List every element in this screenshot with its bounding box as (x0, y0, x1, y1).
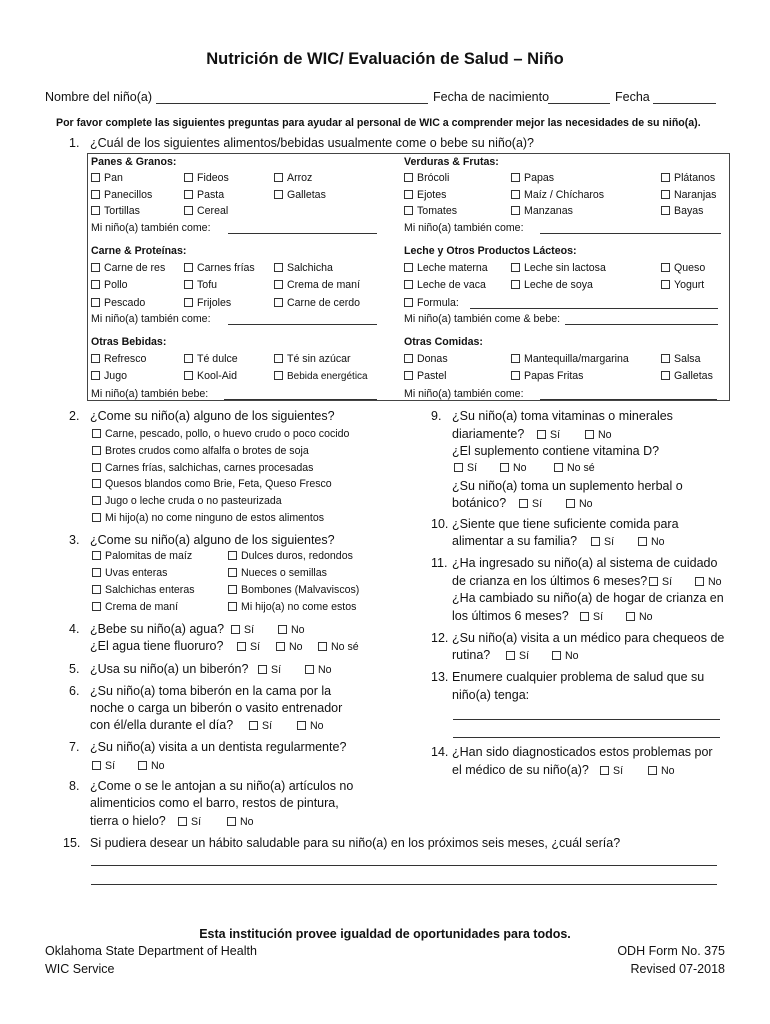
q15-answer-line-1[interactable] (91, 865, 717, 866)
q7-text: ¿Su niño(a) visita a un dentista regularmente? (90, 740, 347, 754)
q14-line2: el médico de su niño(a)? (452, 763, 589, 777)
breads-also-field[interactable] (228, 233, 377, 234)
service-name: WIC Service (45, 962, 115, 976)
q11-line1: ¿Ha ingresado su niño(a) al sistema de cuidado (452, 556, 718, 570)
breads-cereal[interactable]: Cereal (184, 205, 228, 217)
drinks-te-sin-azucar[interactable]: Té sin azúcar (274, 353, 351, 365)
dairy-vaca[interactable]: Leche de vaca (404, 279, 486, 291)
dairy-yogurt[interactable]: Yogurt (661, 279, 704, 291)
drinks-jugo[interactable]: Jugo (91, 370, 127, 382)
q2-opt-1[interactable]: Carne, pescado, pollo, o huevo crudo o poco cocido (92, 428, 349, 440)
veg-bayas[interactable]: Bayas (661, 205, 703, 217)
q15-text: Si pudiera desear un hábito saludable para su niño(a) en los próximos seis meses, ¿cuál sería? (90, 836, 621, 850)
q13-answer-line-1[interactable] (453, 719, 720, 720)
other-mantequilla[interactable]: Mantequilla/margarina (511, 353, 629, 365)
q5-text: ¿Usa su niño(a) un biberón? (90, 662, 249, 676)
q4-fluor-yes[interactable]: Sí (237, 641, 260, 653)
q2-opt-3[interactable]: Carnes frías, salchichas, carnes procesadas (92, 462, 313, 474)
q9-herbal-no[interactable]: No (566, 498, 593, 510)
breads-fideos[interactable]: Fideos (184, 172, 229, 184)
equal-opportunity-statement: Esta institución provee igualdad de oportunidades para todos. (199, 927, 571, 941)
q8-line2: alimenticios como el barro, restos de pintura, (90, 796, 339, 810)
q15-number: 15. (63, 836, 81, 850)
q11-change-no[interactable]: No (626, 611, 653, 623)
q11-foster-no[interactable]: No (695, 576, 722, 588)
breads-galletas[interactable]: Galletas (274, 189, 326, 201)
q2-opt-4[interactable]: Quesos blandos como Brie, Feta, Queso Fresco (92, 478, 332, 490)
q7-number: 7. (69, 740, 80, 754)
q5-number: 5. (69, 662, 80, 676)
meat-tofu[interactable]: Tofu (184, 279, 217, 291)
veg-naranjas[interactable]: Naranjas (661, 189, 716, 201)
q6-line2: noche o carga un biberón o vasito entrenador (90, 701, 343, 715)
q4-line2: ¿El agua tiene fluoruro? (90, 639, 224, 653)
dairy-formula-field[interactable] (470, 308, 718, 309)
q2-opt-2[interactable]: Brotes crudos como alfalfa o brotes de soja (92, 445, 309, 457)
q3-palomitas[interactable]: Palomitas de maíz (92, 550, 192, 562)
q14-yes[interactable]: Sí (600, 765, 623, 777)
q8-number: 8. (69, 779, 80, 793)
form-number: ODH Form No. 375 (617, 944, 725, 958)
q11-line4: los últimos 6 meses? (452, 609, 569, 623)
q10-no[interactable]: No (638, 536, 665, 548)
veg-brocoli[interactable]: Brócoli (404, 172, 449, 184)
q12-no[interactable]: No (552, 650, 579, 662)
q12-number: 12. (431, 631, 449, 645)
veg-platanos[interactable]: Plátanos (661, 172, 715, 184)
q2-opt-6[interactable]: Mi hijo(a) no come ninguno de estos alimentos (92, 512, 324, 524)
q12-yes[interactable]: Sí (506, 650, 529, 662)
q9-vitd-yes[interactable]: Sí (454, 462, 477, 474)
veg-papas[interactable]: Papas (511, 172, 554, 184)
q4-fluor-dont-know[interactable]: No sé (318, 641, 359, 653)
q8-no[interactable]: No (227, 816, 254, 828)
meat-frijoles[interactable]: Frijoles (184, 297, 231, 309)
q2-opt-5[interactable]: Jugo o leche cruda o no pasteurizada (92, 495, 282, 507)
q14-number: 14. (431, 745, 449, 759)
instructions: Por favor complete las siguientes preguntas para ayudar al personal de WIC a comprender mejor las necesidades de su niño(a). (56, 117, 701, 129)
q2-text: ¿Come su niño(a) alguno de los siguientes? (90, 409, 335, 423)
q8-yes[interactable]: Sí (178, 816, 201, 828)
q4-line1: ¿Bebe su niño(a) agua? (90, 622, 225, 636)
breads-pasta[interactable]: Pasta (184, 189, 224, 201)
q9-number: 9. (431, 409, 442, 423)
other-also-field[interactable] (540, 399, 717, 400)
q1-text: ¿Cuál de los siguientes alimentos/bebidas usualmente come o bebe su niño(a)? (90, 136, 535, 150)
meat-also-field[interactable] (228, 324, 377, 325)
q9-line5: botánico? (452, 496, 507, 510)
q11-foster-yes[interactable]: Sí (649, 576, 672, 588)
meat-also-label: Mi niño(a) también come: (91, 313, 211, 325)
veg-tomates[interactable]: Tomates (404, 205, 457, 217)
meat-res[interactable]: Carne de res (91, 262, 165, 274)
other-papas-fritas[interactable]: Papas Fritas (511, 370, 583, 382)
meat-heading: Carne & Proteínas: (91, 245, 187, 257)
child-name-label: Nombre del niño(a) (45, 90, 152, 104)
q3-crema-mani[interactable]: Crema de maní (92, 601, 178, 613)
q6-line3: con él/ella durante el día? (90, 718, 234, 732)
dairy-soya[interactable]: Leche de soya (511, 279, 593, 291)
q9-line4: ¿Su niño(a) toma un suplemento herbal o (452, 479, 683, 493)
q13-line1: Enumere cualquier problema de salud que su (452, 670, 705, 684)
veg-ejotes[interactable]: Ejotes (404, 189, 446, 201)
dairy-materna[interactable]: Leche materna (404, 262, 488, 274)
other-donas[interactable]: Donas (404, 353, 448, 365)
dob-field[interactable] (548, 103, 610, 104)
veg-also-label: Mi niño(a) también come: (404, 222, 524, 234)
drinks-kool-aid[interactable]: Kool-Aid (184, 370, 237, 382)
breads-tortillas[interactable]: Tortillas (91, 205, 140, 217)
q6-number: 6. (69, 684, 80, 698)
child-name-field[interactable] (156, 103, 428, 104)
dairy-queso[interactable]: Queso (661, 262, 705, 274)
q11-line3: ¿Ha cambiado su niño(a) de hogar de crianza en (452, 591, 724, 605)
breads-heading: Panes & Granos: (91, 156, 177, 168)
meat-salchicha[interactable]: Salchicha (274, 262, 333, 274)
q3-nueces[interactable]: Nueces o semillas (228, 567, 327, 579)
q6-line1: ¿Su niño(a) toma biberón en la cama por la (90, 684, 332, 698)
breads-arroz[interactable]: Arroz (274, 172, 312, 184)
q14-line1: ¿Han sido diagnosticados estos problemas por (452, 745, 713, 759)
q9-line1: ¿Su niño(a) toma vitaminas o minerales (452, 409, 673, 423)
dairy-heading: Leche y Otros Productos Lácteos: (404, 245, 577, 257)
dairy-sin-lactosa[interactable]: Leche sin lactosa (511, 262, 606, 274)
veg-maiz[interactable]: Maíz / Chícharos (511, 189, 604, 201)
other-galletas[interactable]: Galletas (661, 370, 713, 382)
q8-line3: tierra o hielo? (90, 814, 166, 828)
page-title: Nutrición de WIC/ Evaluación de Salud – Niño (206, 50, 564, 68)
q3-text: ¿Come su niño(a) alguno de los siguientes? (90, 533, 335, 547)
q13-answer-line-2[interactable] (453, 737, 720, 738)
dairy-also-label: Mi niño(a) también come & bebe: (404, 313, 561, 325)
q10-line2: alimentar a su familia? (452, 534, 578, 548)
q3-number: 3. (69, 533, 80, 547)
q5-no[interactable]: No (305, 664, 332, 676)
q10-number: 10. (431, 517, 449, 531)
q3-none[interactable]: Mi hijo(a) no come estos (228, 601, 356, 613)
q9-herbal-yes[interactable]: Sí (519, 498, 542, 510)
q3-salchichas[interactable]: Salchichas enteras (92, 584, 195, 596)
veg-heading: Verduras & Frutas: (404, 156, 499, 168)
q9-vit-yes[interactable]: Sí (537, 429, 560, 441)
other-pastel[interactable]: Pastel (404, 370, 446, 382)
q9-line2: diariamente? (452, 427, 525, 441)
drinks-energetica[interactable]: Bebida energética (274, 371, 368, 382)
drinks-refresco[interactable]: Refresco (91, 353, 146, 365)
drinks-heading: Otras Bebidas: (91, 336, 167, 348)
q4-water-yes[interactable]: Sí (231, 624, 254, 636)
q10-line1: ¿Siente que tiene suficiente comida para (452, 517, 679, 531)
meat-frias[interactable]: Carnes frías (184, 262, 255, 274)
q12-line1: ¿Su niño(a) visita a un médico para chequeos de (452, 631, 725, 645)
q15-answer-line-2[interactable] (91, 884, 717, 885)
meat-mani[interactable]: Crema de maní (274, 279, 360, 291)
revised-date: Revised 07-2018 (630, 962, 725, 976)
q13-line2: niño(a) tenga: (452, 688, 530, 702)
q11-number: 11. (431, 556, 448, 570)
drinks-also-label: Mi niño(a) también bebe: (91, 388, 209, 400)
veg-manzanas[interactable]: Manzanas (511, 205, 573, 217)
veg-also-field[interactable] (540, 233, 721, 234)
breads-panecillos[interactable]: Panecillos (91, 189, 152, 201)
q7-yes[interactable]: Sí (92, 760, 115, 772)
q6-yes[interactable]: Sí (249, 720, 272, 732)
q12-line2: rutina? (452, 648, 491, 662)
meat-cerdo[interactable]: Carne de cerdo (274, 297, 360, 309)
q8-line1: ¿Come o se le antojan a su niño(a) artículos no (90, 779, 354, 793)
q3-dulces[interactable]: Dulces duros, redondos (228, 550, 353, 562)
meat-pescado[interactable]: Pescado (91, 297, 145, 309)
q6-no[interactable]: No (297, 720, 324, 732)
department-name: Oklahoma State Department of Health (45, 944, 257, 958)
q11-line2: de crianza en los últimos 6 meses? (452, 574, 648, 588)
dob-label: Fecha de nacimiento (433, 90, 550, 104)
breads-also-label: Mi niño(a) también come: (91, 222, 211, 234)
q11-change-yes[interactable]: Sí (580, 611, 603, 623)
dairy-also-field[interactable] (565, 324, 718, 325)
q4-number: 4. (69, 622, 80, 636)
q10-yes[interactable]: Sí (591, 536, 614, 548)
other-heading: Otras Comidas: (404, 336, 483, 348)
meat-pollo[interactable]: Pollo (91, 279, 128, 291)
drinks-also-field[interactable] (224, 399, 377, 400)
q9-vitd-no[interactable]: No (500, 462, 527, 474)
q1-number: 1. (69, 136, 80, 150)
q5-yes[interactable]: Sí (258, 664, 281, 676)
q4-water-no[interactable]: No (278, 624, 305, 636)
q3-uvas[interactable]: Uvas enteras (92, 567, 167, 579)
date-label: Fecha (615, 90, 650, 104)
other-salsa[interactable]: Salsa (661, 353, 701, 365)
q3-bombones[interactable]: Bombones (Malvaviscos) (228, 584, 359, 596)
date-field[interactable] (653, 103, 716, 104)
q9-line3: ¿El suplemento contiene vitamina D? (452, 444, 660, 458)
breads-pan[interactable]: Pan (91, 172, 123, 184)
other-also-label: Mi niño(a) también come: (404, 388, 524, 400)
drinks-te-dulce[interactable]: Té dulce (184, 353, 238, 365)
q4-fluor-no[interactable]: No (276, 641, 303, 653)
q9-vit-no[interactable]: No (585, 429, 612, 441)
q13-number: 13. (431, 670, 449, 684)
q14-no[interactable]: No (648, 765, 675, 777)
dairy-formula[interactable]: Formula: (404, 297, 459, 309)
q2-number: 2. (69, 409, 80, 423)
q9-vitd-dont-know[interactable]: No sé (554, 462, 595, 474)
q7-no[interactable]: No (138, 760, 165, 772)
